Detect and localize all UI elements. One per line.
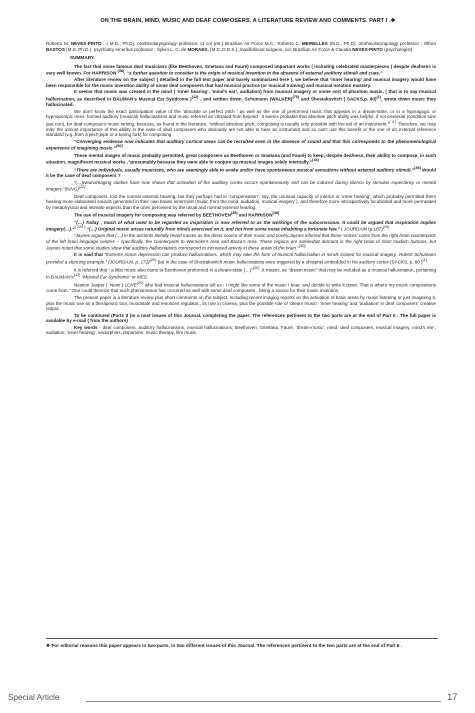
- quote: “(…)Neuroimaging studies have now shown that activation of the auditory cortex occurs spontaneously and can be induced during silence by stimulus expectancy or mental imagery.”(KING): [46, 179, 436, 192]
- paragraph-text: , wrote down music they hallucinated.: [46, 96, 437, 107]
- paragraph: [46, 109, 436, 138]
- editorial-note: ❖ For editorial reasons this paper appears in two parts, in two different issues of this Journal. The references pertinent to the two parts are at the end of Part II .: [46, 638, 438, 649]
- paragraph-text: It is said that: [74, 252, 103, 258]
- footer-divider: [86, 701, 441, 702]
- paragraph: [46, 89, 436, 107]
- paragraph-text: .It means, as “dream music” that may be included as a musical hallucination, pertaining to BAUMAN’s: [46, 267, 436, 280]
- citation: (20): [252, 266, 260, 271]
- author-name: NEVES-PINTO: [352, 46, 383, 52]
- citation: (20): [382, 225, 390, 229]
- section-label: Special Article: [8, 693, 60, 702]
- paragraph-text: It seems that music was created in the mind ( ‘inner hearing’, ‘mind’s ear’, audiation) from musical imagery or some sort of phantom music, ( that is to say musical hallucination, as described in BAUMAN’s Musical Ear Syndrome ): [46, 89, 436, 102]
- author-text: Roberto M.: [46, 41, 71, 46]
- summary-heading: SUMMARY.: [70, 55, 95, 60]
- author-name: MORAES,: [187, 46, 209, 52]
- citation: (22): [78, 185, 86, 190]
- paragraph: [46, 153, 436, 166]
- quote: “There are individuals, usually musicians, who are seemingly able to evoke and/or have spontaneous musical sensations without external auditory stimuli.”: [74, 167, 415, 173]
- author-name: MEIRELLES: [301, 41, 328, 46]
- paragraph-text: It is referred that “ a little music also came to Beethoven preformed in a dream-state (…)”: [74, 267, 253, 273]
- citation: (12): [73, 273, 81, 278]
- paragraph: [46, 252, 436, 265]
- keywords-label: Key words: [74, 324, 98, 330]
- author-text: , ( M.D., Ph.D), otorhinolaryngology professor, Lt col (ret.) Brazilian Air Force M.C.; Roberto C.: [101, 41, 302, 46]
- paragraph-text: The fact that some famous deaf musicians (like Beethoven, Smetana and Fauré) composed important works ( including celebrated masterpieces ) despite deafness is very well known. For HARRISON: [46, 63, 436, 76]
- paragraph-text: ( JOURDAIN (p.187): [339, 226, 383, 232]
- quote: “(…) Today , much of what used to be regarded as inspiration is now referred to as the workings of the subconscious. It could be argued that inspiration implies imagery(…).”: [46, 219, 436, 232]
- paragraph-text: “Musical Ear Syndrome” or MES.: [80, 274, 149, 280]
- paragraph: After literature review on the subject ( detailled in the full text paper and barely summarized here ), we believe that ‘inner hearing’ and musical imagery would have been responsible for the music invention ability of some deaf composers that had musical practice (or musical training) and musical notation mastery.: [46, 77, 436, 88]
- author-name: BASTOS: [46, 46, 65, 52]
- paragraph-text: Newton Jasper ( ‘NewI ) LOVE: [74, 282, 137, 288]
- citation: (38): [272, 211, 280, 216]
- paragraph: [46, 281, 436, 294]
- citation: (20): [149, 257, 157, 262]
- citation: (70): [292, 94, 300, 99]
- quote: “Extreme manic depression can produce hallucinations, which may take the form of musical hallucination in minds trained for musical imagery .Robert Schumann provided a stunning example.” (JOURDAIN, p. 172): [46, 252, 436, 265]
- citation: (38): [414, 166, 421, 171]
- article-title: ON THE BRAIN, MIND, MUSIC AND DEAF COMPOSERS. A LITERATURE REVIEW AND COMMENTS. PART I .❖: [100, 18, 396, 24]
- author-text: (psychologist): [382, 46, 413, 52]
- paragraph-text: , and written down. Schumann (WALKER): [198, 96, 293, 102]
- author-text: de: [181, 46, 188, 52]
- citation: (20): [136, 281, 144, 286]
- citation: (30): [298, 244, 306, 249]
- paragraph: Deaf composers, lost the normal external hearing, but they perhaps had in ‘compensation’, say, the unusual capacity of interior or ‘inner hearing’, which probably permitted them hearing more elaborated sounds generated in their own brains innermost (music from the mind, audiation, musical imagery ), and therefore more introspectively lucubrated and more permeated by metaphysical and intimate aspects than the ones perceived by the usual and normal external hearing.: [46, 193, 436, 210]
- citation: (60): [116, 144, 123, 149]
- citation: (38): [230, 211, 238, 216]
- paragraph: [46, 139, 436, 152]
- citation: ( 223 ): [74, 225, 86, 229]
- paragraph: To be continued (Parts II )in a next issues of this Journal, completing the paper. The references pertinent to the two parts are at the end of Part II . The full paper is available by e-mail ( from the authors): [46, 312, 436, 324]
- paragraph-text: Would it be the case of deaf composers ?: [46, 167, 436, 179]
- citation: (38): [117, 69, 125, 73]
- paragraph: [46, 64, 436, 77]
- citation: (1): [422, 257, 428, 262]
- citation: ( 4 ): [389, 119, 397, 124]
- paragraph: [46, 220, 436, 233]
- author-text: (M.D., Ph.D), otorhinolaryngology professor ; Olhon: [327, 41, 436, 46]
- paragraph: [46, 166, 436, 179]
- paragraph: The present paper is a literature review plus short comments on the subject, including recent imaging reports on the activation of brain areas by music listening or just imagining it, plus the music use as a therapeutic tool, moodstate and emotions regulator., its role in cinema, plus the possible role of ‘dream music’, ‘inner hearing’ and ‘audiation’ in deaf composers’ creative output.: [46, 295, 436, 312]
- paragraph-text: Therefore, we may infer the utmost importance of this ability in the case of deaf composers who obviously are not able to hear an instrument and so can’t use this benefit or the one of an external reference standard (v.g.,from a pitch pipe or a tuning fork) for composing .: [46, 121, 436, 138]
- quote: , “a further question to consider is the origin of musical invention in the absence of external auditory stimuli and cues.”: [124, 70, 383, 76]
- paragraph-text: But in the case of Shostakovitch music hallucinations were triggered by a shrapnel embedded in his auditory cortex (SACKS, p. 80 ): [156, 259, 423, 265]
- author-text: (M.D.,D.D.S.),;maxillofacial surgeon, col. Brazilian Air Force & Claudia: [208, 46, 353, 52]
- page-number: 17: [447, 692, 458, 703]
- author-list: [46, 41, 436, 52]
- article-body: [46, 41, 436, 337]
- paragraph-text: We don’t know the exact participation value of the ‘absolute or perfect pitch ’ as well as the one of preformed music that appears in a dream-state, or in a hypnagogic or hypnopompic ones, formed auditory (musical) hallucinations and music referred as ‘dictated from beyond’. It seems probable that absolute pitch ability was helpful, if not essential (condition sine qua non), for deaf composers music writing, because, as found in the literature, “without absolute pitch, composing is usually only possible with the aid of an instrument.”: [46, 108, 436, 127]
- paragraph: [46, 266, 436, 280]
- keywords-text: - deaf composers, auditory hallucinations, musical hallucinations, Beethoven, Smetana, Fauré, ‘dream-music’, mind, deaf composers, musical imagery, mind’s ear’, audiation, ‘inner hearing’, endorphins, dopamine, music therapy, film music.: [46, 324, 436, 336]
- author-name: NEVES-PINTO: [70, 41, 102, 46]
- page-footer: [0, 690, 475, 708]
- paragraph: [46, 211, 436, 218]
- quote: “Jaynes argues that (…) in the ancients literally heard muses as the direct source of their music and poetry.Jaynes inferred that these ‘voices’ came from the right brain counterparts of the left brain language centres – specifically, the counterparts to Wernicke’s area and Broca’s area. These regions are somewhat dormant in the right brain of most modern humans, but Jaynes noted that some studies show that auditory hallucinations correspond to increased activity in these areas of the brain.”: [46, 233, 436, 251]
- paragraph-text: and Shostakovitch ( SACKS,p. 80): [299, 96, 377, 102]
- paragraph-text: and HARRISON: [237, 212, 273, 218]
- citation: (1): [376, 94, 382, 99]
- paragraph: [46, 233, 436, 251]
- paragraph-text: The use of musical imagery for composing was referred by BEETHOVEN: [74, 212, 231, 218]
- paragraph: [46, 180, 436, 193]
- author-text: (M.S.,Ph.D.), psychiatry emeritus professor ; Sylvio L. C.: [64, 46, 182, 52]
- citation: (12): [191, 94, 199, 99]
- quote: “Converging evidence now indicates that auditory cortical areas can be recruited even in the absence of sound and that this corresponds to the phenomenological experience of imagining music.”: [46, 138, 436, 151]
- paragraph-text: who had musical hallucinations tell us : I might like some of the music I hear, and decide to write it down. That is where my music compositions come from.” One could theorize that such phenomenon has occurred as well with some deaf composers , being a source for their music invention.: [46, 282, 436, 294]
- paragraph-text: These mental images of music probably permitted, great composers as Beethoven or Smetana (and Fauré) to keep, despite deafness, their ability to compose, in such situation, magnificent musical works ,“presumably because they were able to conjure up musical images solely internally.”: [46, 152, 436, 165]
- keywords: [46, 325, 436, 336]
- citation: (18): [312, 158, 319, 162]
- quote: “(…) Original music arises naturally from minds exercised on it, and not from some muse inhabiting a fortunate few.”: [85, 226, 340, 232]
